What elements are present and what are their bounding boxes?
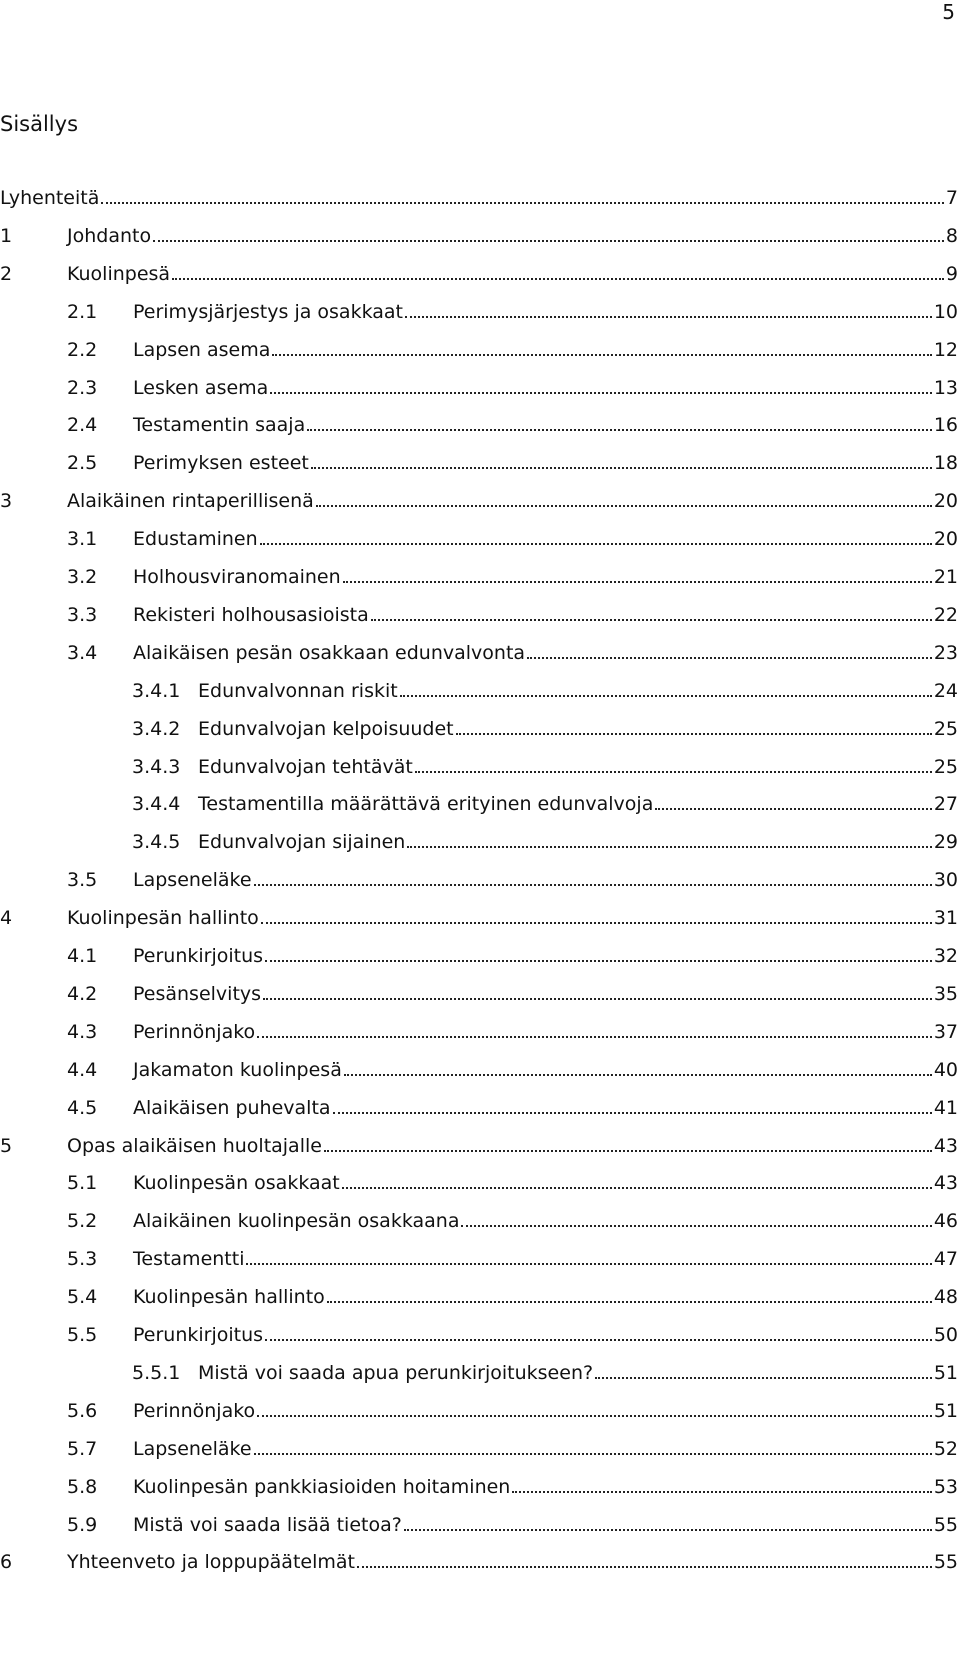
toc-entry-number: 2.3 — [67, 376, 98, 399]
toc-entry[interactable] — [0, 904, 958, 930]
toc-entry-number: 3.5 — [67, 869, 98, 892]
toc-entry[interactable] — [0, 1283, 958, 1309]
dot-leader — [270, 391, 931, 394]
dot-leader — [512, 1490, 931, 1493]
toc-entry-title: Jakamaton kuolinpesä — [133, 1058, 342, 1081]
toc-entry-number: 5.5.1 — [132, 1361, 181, 1384]
toc-entry-number: 5.2 — [67, 1210, 98, 1233]
dot-leader — [400, 694, 932, 697]
toc-entry[interactable] — [0, 525, 958, 551]
toc-entry-number: 2 — [0, 262, 13, 285]
toc-entry-title: Perunkirjoitus — [133, 945, 264, 967]
toc-entry[interactable] — [0, 1018, 958, 1044]
toc-entry-number: 4 — [0, 907, 13, 930]
toc-entry-title: Rekisteri holhousasioista — [133, 603, 369, 626]
toc-entry-page: 21 — [933, 566, 958, 588]
dot-leader — [272, 353, 931, 356]
toc-entry[interactable] — [0, 639, 958, 665]
toc-entry-title: Alaikäinen rintaperillisenä — [67, 490, 314, 513]
dot-leader — [371, 618, 932, 621]
toc-entry-page: 25 — [933, 717, 958, 740]
toc-entry-number: 5.3 — [67, 1248, 98, 1271]
toc-entry-page: 43 — [933, 1172, 958, 1195]
dot-leader — [254, 1452, 932, 1455]
toc-entry-number: 2.2 — [67, 338, 98, 361]
toc-entry-number: 5.8 — [67, 1475, 98, 1498]
toc-entry-number: 3.4.5 — [132, 831, 181, 854]
toc-entry[interactable] — [0, 260, 958, 286]
toc-entry[interactable] — [0, 449, 958, 475]
toc-entry-page: 29 — [933, 831, 958, 854]
toc-entry[interactable] — [0, 790, 958, 816]
toc-entry-page: 24 — [933, 679, 958, 702]
dot-leader — [527, 656, 932, 659]
toc-entry-title: Edunvalvojan kelpoisuudet — [198, 717, 454, 740]
dot-leader — [461, 1224, 931, 1227]
toc-entry[interactable] — [0, 1473, 958, 1499]
toc-entry-page: 25 — [933, 755, 958, 778]
toc-entry-number: 2.1 — [67, 300, 98, 323]
toc-entry-number: 3.4.4 — [132, 793, 181, 816]
toc-entry-number: 3.4.2 — [132, 717, 181, 740]
dot-leader — [101, 201, 944, 204]
toc-entry-number: 3 — [0, 490, 13, 513]
dot-leader — [415, 770, 932, 773]
dot-leader — [307, 428, 932, 431]
toc-entry-title: Lesken asema — [133, 376, 269, 399]
toc-entry-page: 47 — [933, 1248, 958, 1271]
toc-entry-page: 30 — [933, 869, 958, 892]
toc-entry[interactable] — [0, 487, 958, 513]
toc-entry-page: 22 — [933, 603, 958, 626]
toc-entry-page: 16 — [933, 414, 958, 437]
toc-entry-page: 51 — [933, 1399, 958, 1422]
toc-entry-number: 5.9 — [67, 1513, 98, 1536]
toc-entry-number: 4.2 — [67, 982, 98, 1005]
toc-entry-number: 3.2 — [67, 566, 98, 588]
toc-entry[interactable] — [0, 601, 958, 627]
toc-entry[interactable] — [0, 1094, 958, 1120]
toc-entry-title: Pesänselvitys — [133, 982, 262, 1005]
toc-entry-title: Kuolinpesä — [67, 262, 171, 285]
toc-entry[interactable] — [0, 753, 958, 779]
dot-leader — [333, 1111, 932, 1114]
toc-entry-title: Testamentin saaja — [133, 414, 306, 437]
toc-entry-number: 1 — [0, 224, 13, 247]
toc-entry[interactable] — [0, 336, 958, 362]
dot-leader — [263, 997, 932, 1000]
page-number: 5 — [942, 0, 955, 24]
toc-entry-title: Lapseneläke — [133, 1437, 252, 1460]
toc-entry-title: Edunvalvonnan riskit — [198, 679, 398, 702]
toc-entry[interactable] — [0, 942, 958, 968]
toc-entry-title: Opas alaikäisen huoltajalle — [67, 1134, 322, 1157]
toc-entry-number: 5.4 — [67, 1286, 98, 1309]
toc-entry[interactable] — [0, 222, 958, 248]
toc-entry-title: Alaikäisen puhevalta — [133, 1096, 331, 1119]
toc-entry-number: 5.7 — [67, 1437, 98, 1460]
toc-entry-number: 3.4 — [67, 641, 98, 664]
toc-entry-title: Testamentti — [133, 1248, 245, 1271]
toc-entry-page: 37 — [933, 1020, 958, 1043]
dot-leader — [595, 1376, 932, 1379]
toc-entry[interactable] — [0, 828, 958, 854]
toc-entry-page: 50 — [933, 1324, 958, 1346]
toc-entry-title: Holhousviranomainen — [133, 566, 341, 588]
toc-entry-title: Mistä voi saada lisää tietoa? — [133, 1513, 402, 1536]
toc-entry-title: Johdanto — [67, 224, 152, 247]
toc-entry-page: 46 — [933, 1210, 958, 1233]
toc-entry[interactable] — [0, 715, 958, 741]
toc-entry-title: Mistä voi saada apua perunkirjoitukseen? — [198, 1361, 594, 1384]
toc-entry-number: 5.5 — [67, 1324, 98, 1346]
toc-entry[interactable] — [0, 1056, 958, 1082]
toc-entry-title: Alaikäisen pesän osakkaan edunvalvonta — [133, 641, 526, 664]
toc-entry[interactable] — [0, 1132, 958, 1158]
toc-entry[interactable] — [0, 980, 958, 1006]
toc-entry-page: 53 — [933, 1475, 958, 1498]
toc-entry-title: Perinnönjako — [133, 1020, 256, 1043]
toc-entry-number: 3.1 — [67, 528, 98, 551]
toc-entry[interactable] — [0, 1511, 958, 1537]
toc-entry-page: 51 — [933, 1361, 958, 1384]
dot-leader — [172, 277, 944, 280]
toc-entry-number: 2.5 — [67, 452, 98, 475]
dot-leader — [405, 315, 932, 318]
toc-entry-page: 23 — [933, 641, 958, 664]
toc-entry-page: 27 — [933, 793, 958, 816]
toc-entry-title: Testamentilla määrättävä erityinen edunvalvoja — [198, 793, 654, 816]
toc-entry-number: 6 — [0, 1551, 13, 1574]
toc-entry-page: 52 — [933, 1437, 958, 1460]
toc-entry-title: Kuolinpesän osakkaat — [133, 1172, 340, 1195]
toc-entry-page: 10 — [933, 300, 958, 323]
toc-entry-title: Kuolinpesän hallinto — [133, 1286, 325, 1309]
toc-entry[interactable] — [0, 677, 958, 703]
dot-leader — [404, 1528, 932, 1531]
toc-entry-number: 5.6 — [67, 1399, 98, 1422]
dot-leader — [260, 542, 932, 545]
toc-entry-page: 32 — [933, 945, 958, 967]
dot-leader — [311, 466, 932, 469]
toc-entry-title: Perimysjärjestys ja osakkaat — [133, 300, 403, 323]
toc-entry[interactable] — [0, 1207, 958, 1233]
toc-entry-page: 20 — [933, 528, 958, 551]
toc-entry-page: 7 — [945, 187, 958, 209]
toc-entry[interactable] — [0, 411, 958, 437]
toc-entry-page: 48 — [933, 1286, 958, 1309]
toc-entry-page: 31 — [933, 907, 958, 930]
toc-entry-title: Kuolinpesän hallinto — [67, 907, 259, 930]
toc-entry[interactable] — [0, 1548, 958, 1574]
toc-entry-page: 13 — [933, 376, 958, 399]
dot-leader — [456, 732, 932, 735]
toc-entry-page: 40 — [933, 1058, 958, 1081]
dot-leader — [257, 1414, 932, 1417]
toc-entry-title: Lapseneläke — [133, 869, 252, 892]
toc-entry[interactable] — [0, 1397, 958, 1423]
dot-leader — [246, 1262, 931, 1265]
toc-entry-title: Edunvalvojan tehtävät — [198, 755, 413, 778]
toc-entry-number: 4.1 — [67, 945, 98, 967]
toc-entry-page: 55 — [933, 1513, 958, 1536]
toc-entry[interactable] — [0, 1435, 958, 1461]
dot-leader — [343, 580, 932, 583]
toc-entry[interactable] — [0, 298, 958, 324]
dot-leader — [153, 239, 944, 242]
toc-entry-page: 18 — [933, 452, 958, 475]
toc-entry-number: 4.5 — [67, 1096, 98, 1119]
dot-leader — [324, 1149, 932, 1152]
toc-entry-number: 5.1 — [67, 1172, 98, 1195]
toc-entry[interactable] — [0, 563, 958, 589]
dot-leader — [342, 1186, 932, 1189]
toc-entry-page: 8 — [945, 224, 958, 247]
toc-entry-number: 4.3 — [67, 1020, 98, 1043]
toc-entry-number: 3.3 — [67, 603, 98, 626]
toc-entry-title: Perimyksen esteet — [133, 452, 309, 475]
toc-entry-number: 5 — [0, 1134, 13, 1157]
toc-entry[interactable] — [0, 1321, 958, 1347]
toc-entry-title: Edunvalvojan sijainen — [198, 831, 406, 854]
toc-entry[interactable] — [0, 866, 958, 892]
dot-leader — [357, 1565, 932, 1568]
toc-entry-title: Edustaminen — [133, 528, 258, 551]
dot-leader — [407, 845, 931, 848]
toc-entry-page: 41 — [933, 1096, 958, 1119]
dot-leader — [254, 883, 932, 886]
toc-entry-title: Kuolinpesän pankkiasioiden hoitaminen — [133, 1475, 511, 1498]
dot-leader — [316, 504, 932, 507]
dot-leader — [257, 1035, 932, 1038]
toc-entry-title: Perinnönjako — [133, 1399, 256, 1422]
toc-entry-page: 35 — [933, 982, 958, 1005]
toc-entry-title: Perunkirjoitus — [133, 1324, 264, 1346]
toc-entry-title: Lapsen asema — [133, 338, 271, 361]
dot-leader — [344, 1073, 932, 1076]
toc-entry-number: 2.4 — [67, 414, 98, 437]
toc-entry-page: 20 — [933, 490, 958, 513]
toc-entry-number: 4.4 — [67, 1058, 98, 1081]
toc-entry[interactable] — [0, 1169, 958, 1195]
dot-leader — [265, 959, 932, 962]
toc-entry[interactable] — [0, 374, 958, 400]
toc-entry-page: 9 — [945, 262, 958, 285]
toc-entry[interactable] — [0, 1359, 958, 1385]
dot-leader — [327, 1300, 932, 1303]
toc-entry-number: 3.4.1 — [132, 679, 181, 702]
toc-entry-title: Lyhenteitä — [0, 187, 100, 209]
dot-leader — [655, 807, 931, 810]
dot-leader — [265, 1338, 932, 1341]
toc-entry[interactable] — [0, 184, 958, 210]
table-of-contents — [0, 184, 960, 1674]
dot-leader — [261, 921, 932, 924]
toc-entry-page: 12 — [933, 338, 958, 361]
toc-entry[interactable] — [0, 1245, 958, 1271]
toc-entry-number: 3.4.3 — [132, 755, 181, 778]
toc-entry-page: 43 — [933, 1134, 958, 1157]
toc-entry-title: Yhteenveto ja loppupäätelmät — [67, 1551, 355, 1574]
toc-title: Sisällys — [0, 112, 79, 136]
toc-entry-page: 55 — [933, 1551, 958, 1574]
toc-entry-title: Alaikäinen kuolinpesän osakkaana — [133, 1210, 460, 1233]
